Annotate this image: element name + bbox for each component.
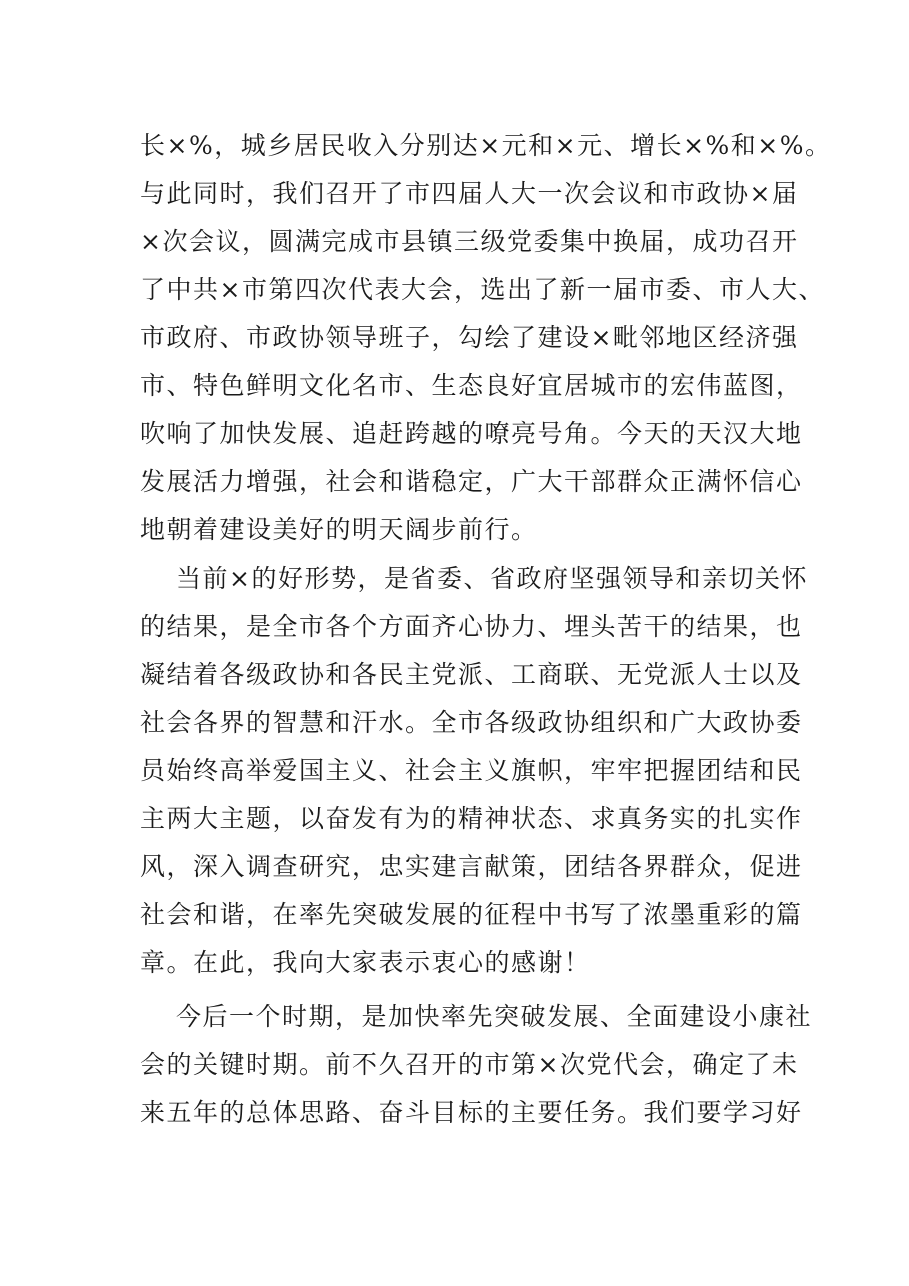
text-line: 市、特色鲜明文化名市、生态良好宜居城市的宏伟蓝图， <box>140 371 803 400</box>
paragraph-1 <box>140 122 832 554</box>
text-line: 员始终高举爱国主义、社会主义旗帜，牢牢把握团结和民 <box>140 756 803 785</box>
text-line: 章。在此，我向大家表示衷心的感谢！ <box>140 948 591 977</box>
text-line: 今后一个时期，是加快率先突破发展、全面建设小康社 <box>176 1002 813 1031</box>
text-line: ×次会议，圆满完成市县镇三级党委集中换届，成功召开 <box>140 227 799 256</box>
paragraph-3 <box>140 993 813 1137</box>
paragraph-2 <box>140 555 808 987</box>
text-line: 来五年的总体思路、奋斗目标的主要任务。我们要学习好 <box>140 1098 803 1127</box>
text-line: 凝结着各级政协和各民主党派、工商联、无党派人士以及 <box>140 660 803 689</box>
text-line: 长×%，城乡居民收入分别达×元和×元、增长×%和×%。 <box>140 131 832 160</box>
text-line: 社会各界的智慧和汗水。全市各级政协组织和广大政协委 <box>140 708 803 737</box>
text-line: 风，深入调查研究，忠实建言献策，团结各界群众，促进 <box>140 852 803 881</box>
text-line: 会的关键时期。前不久召开的市第×次党代会，确定了未 <box>140 1050 799 1079</box>
text-line: 当前×的好形势，是省委、省政府坚强领导和亲切关怀 <box>176 564 808 593</box>
text-line: 地朝着建设美好的明天阔步前行。 <box>140 515 538 544</box>
text-line: 的结果，是全市各个方面齐心协力、埋头苦干的结果，也 <box>140 612 803 641</box>
text-line: 吹响了加快发展、追赶跨越的嘹亮号角。今天的天汉大地 <box>140 419 803 448</box>
text-line: 主两大主题，以奋发有为的精神状态、求真务实的扎实作 <box>140 804 803 833</box>
text-line: 发展活力增强，社会和谐稳定，广大干部群众正满怀信心 <box>140 467 803 496</box>
text-line: 了中共×市第四次代表大会，选出了新一届市委、市人大、 <box>140 275 825 304</box>
text-line: 社会和谐，在率先突破发展的征程中书写了浓墨重彩的篇 <box>140 900 803 929</box>
text-line: 市政府、市政协领导班子，勾绘了建设×毗邻地区经济强 <box>140 323 799 352</box>
text-line: 与此同时，我们召开了市四届人大一次会议和市政协×届 <box>140 179 799 208</box>
